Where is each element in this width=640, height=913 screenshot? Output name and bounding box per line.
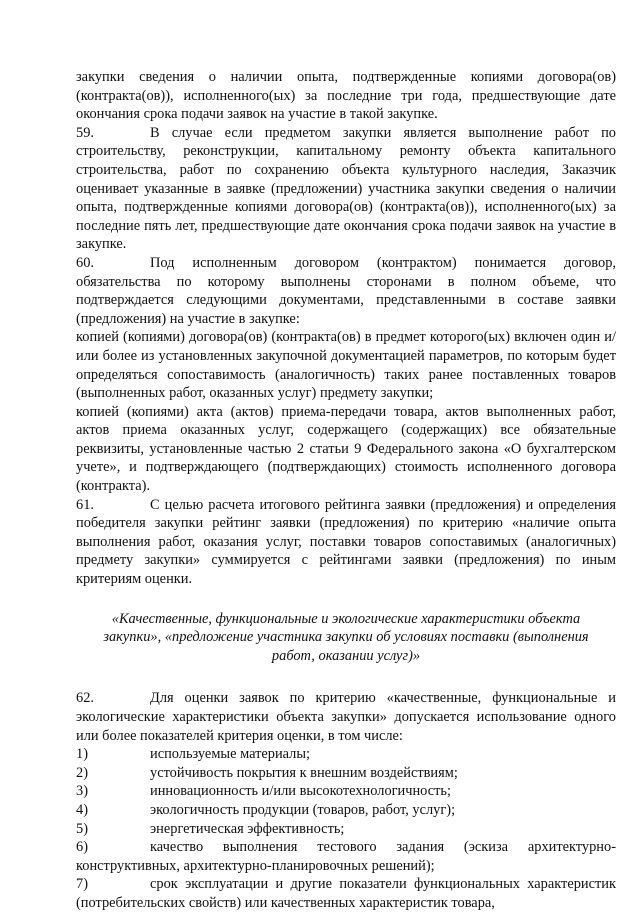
section-heading: «Качественные, функциональные и экологические характеристики объекта закупки», «предложение участника закупки об условиях поставки (выполнения работ, оказании услуг)»	[103, 610, 589, 664]
list-item	[76, 875, 616, 912]
list-item	[76, 838, 616, 875]
list-item-number: 6)	[76, 839, 88, 856]
paragraph	[76, 403, 616, 496]
paragraph	[76, 68, 616, 124]
paragraphs-top	[76, 68, 616, 589]
list-item-text: энергетическая эффективность;	[150, 820, 345, 837]
paragraph-text: Под исполненным договором (контрактом) понимается договор, обязательства по которому выполнены сторонами в полном объеме, что подтверждается следующими документами, представленными в составе заявки (предложения) на участие в закупке:	[76, 254, 616, 327]
paragraph-text: закупки сведения о наличии опыта, подтвержденные копиями договора(ов) (контракта(ов)), исполненного(ых) за последние три года, предшествующие дате окончания срока подачи заявок на участие в такой закупке.	[76, 69, 616, 123]
paragraph-62	[76, 689, 616, 745]
list-item	[76, 764, 616, 783]
list-item-number: 5)	[76, 820, 88, 837]
list-item-text: срок эксплуатации и другие показатели функциональных характеристик (потребительских свойств) или качественных характеристик товара,	[76, 876, 616, 911]
paragraph	[76, 328, 616, 402]
list-item-text: экологичность продукции (товаров, работ, услуг);	[150, 801, 456, 818]
list-item-number: 2)	[76, 764, 88, 781]
paragraph	[76, 254, 616, 328]
list-item	[76, 820, 616, 839]
list-item-text: используемые материалы;	[150, 746, 311, 763]
paragraph-number: 60.	[76, 254, 94, 271]
list-item	[76, 745, 616, 764]
list-item-text: устойчивость покрытия к внешним воздействиям;	[150, 764, 458, 781]
paragraph	[76, 496, 616, 589]
list-item-text: качество выполнения тестового задания (эскиза архитектурно-конструктивных, архитектурно-планировочных решений);	[76, 839, 616, 874]
list-item-text: инновационность и/или высокотехнологичность;	[150, 783, 451, 800]
paragraph-number: 59.	[76, 124, 94, 141]
list-item	[76, 801, 616, 820]
paragraph-text: С целью расчета итогового рейтинга заявки (предложения) и определения победителя закупки рейтинг заявки (предложения) по критерию «наличие опыта выполнения работ, оказания услуг, поставки товаров сопоставимых (аналогичных) предмету закупки» суммируется с рейтингами заявки (предложения) по иным критериям оценки.	[76, 496, 616, 588]
paragraph-text: Для оценки заявок по критерию «качественные, функциональные и экологические характеристики объекта закупки» допускается использование одного или более показателей критерия оценки, в том числе:	[76, 690, 616, 744]
list-item-number: 1)	[76, 746, 88, 763]
paragraph-number: 61.	[76, 496, 94, 513]
document-page	[76, 68, 616, 913]
list-item	[76, 782, 616, 801]
paragraph-text: В случае если предметом закупки является выполнение работ по строительству, реконструкции, капитальному ремонту объекта капитального строительства, работ по сохранению объекта культурного наследия, Заказчик оценивает указанные в заявке (предложении) участника закупки сведения о наличии опыта, подтвержденные копиями договора(ов) (контракта(ов)), исполненного(ых) за последние пять лет, предшествующие дате окончания срока подачи заявок на участие в закупке.	[76, 124, 616, 253]
criteria-list	[76, 745, 616, 912]
paragraph-text: копией (копиями) договора(ов) (контракта(ов) в предмет которого(ых) включен один и/или более из установленных закупочной документацией параметров, по которым будет определяться сопоставимость (аналогичность) таких ранее поставленных товаров (выполненных работ, оказанных услуг) предмету закупки;	[76, 329, 616, 402]
paragraph	[76, 124, 616, 254]
list-item-number: 7)	[76, 876, 88, 893]
list-item-number: 4)	[76, 801, 88, 818]
paragraph-text: копией (копиями) акта (актов) приема-передачи товара, актов выполненных работ, актов приема оказанных услуг, содержащего (содержащих) все обязательные реквизиты, установленные частью 2 статьи 9 Федерального закона «О бухгалтерском учете», и подтверждающего (подтверждающих) стоимость исполненного договора (контракта).	[76, 403, 616, 495]
list-item-number: 3)	[76, 783, 88, 800]
paragraph-number: 62.	[76, 690, 94, 707]
